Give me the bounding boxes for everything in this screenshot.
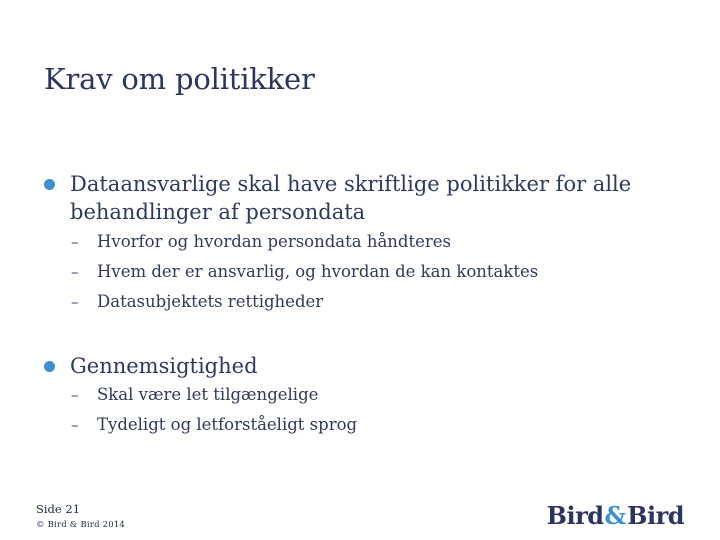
logo-word-1: Bird [546, 500, 604, 530]
dash-icon: – [71, 416, 79, 434]
dash-icon: – [71, 386, 79, 404]
slide-title: Krav om politikker [44, 62, 315, 96]
logo-ampersand: & [604, 500, 627, 530]
copyright-notice: © Bird & Bird 2014 [36, 520, 126, 530]
dash-icon: – [71, 233, 79, 251]
logo-word-2: Bird [627, 500, 684, 530]
bullet-dot-icon [44, 361, 55, 372]
sub-bullet-text: Hvorfor og hvordan persondata håndteres [97, 232, 452, 251]
sub-bullet [71, 385, 684, 415]
sub-bullet-text: Datasubjektets rettigheder [97, 292, 324, 311]
bullet-1 [44, 170, 684, 322]
bullet-2-text: Gennemsigtighed [70, 354, 258, 378]
dash-icon: – [71, 263, 79, 281]
page-number: Side 21 [36, 502, 81, 516]
bullet-1-text: Dataansvarlige skal have skriftlige politikker for alle behandlinger af persondata [70, 172, 632, 224]
bullet-2 [44, 352, 684, 445]
sub-bullet [71, 232, 684, 262]
sub-bullet [71, 415, 684, 445]
dash-icon: – [71, 293, 79, 311]
sub-bullet [71, 292, 684, 322]
sub-bullet-text: Tydeligt og letforståeligt sprog [97, 415, 358, 434]
bird-and-bird-logo [547, 500, 684, 530]
sub-bullet [71, 262, 684, 292]
sub-bullet-text: Hvem der er ansvarlig, og hvordan de kan kontaktes [97, 262, 539, 281]
bullet-dot-icon [44, 179, 55, 190]
sub-bullet-text: Skal være let tilgængelige [97, 385, 319, 404]
